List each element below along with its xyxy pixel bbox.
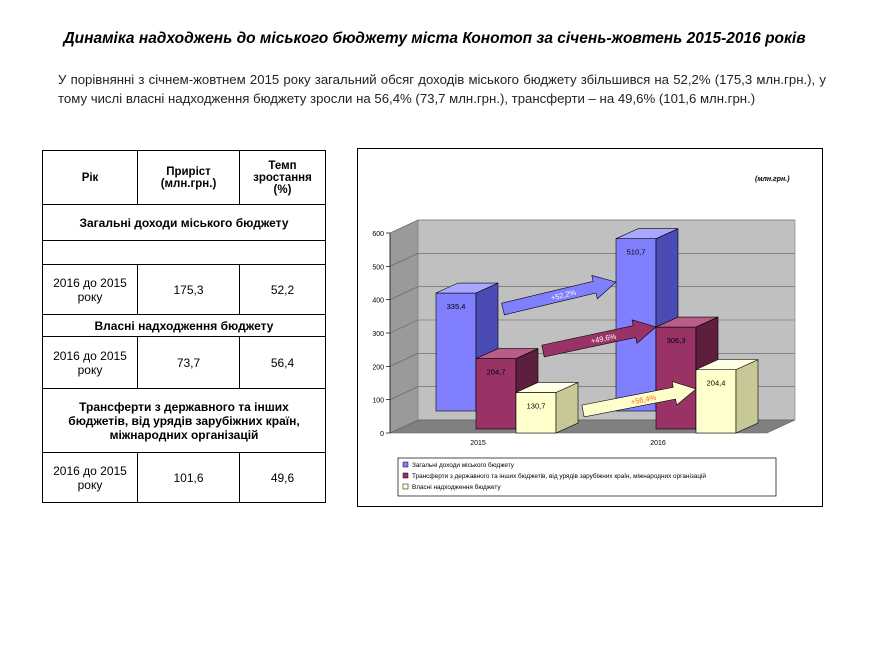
section-title-total: Загальні доходи міського бюджету <box>43 205 326 241</box>
cell-year: 2016 до 2015 року <box>43 337 138 389</box>
table-header-row <box>43 151 326 205</box>
bar-front-2-0 <box>516 392 556 433</box>
section-title-row <box>43 205 326 241</box>
legend-swatch <box>403 473 408 478</box>
growth-arrow-label: +56,4% <box>630 392 657 407</box>
growth-arrow-label: +52,2% <box>549 287 578 303</box>
cell-growth: 73,7 <box>138 337 240 389</box>
cell-year: 2016 до 2015 року <box>43 265 138 315</box>
y-tick-label: 400 <box>372 297 384 305</box>
legend-label: Власні надходження бюджету <box>412 484 501 491</box>
table-row <box>43 453 326 503</box>
y-tick-label: 100 <box>372 397 384 405</box>
section-title-row <box>43 389 326 453</box>
table-row <box>43 337 326 389</box>
empty-row <box>43 241 326 265</box>
bar-value-label: 204,7 <box>486 367 506 377</box>
x-tick-label: 2015 <box>470 440 486 447</box>
cell-year: 2016 до 2015 року <box>43 453 138 503</box>
y-tick-label: 200 <box>372 364 384 372</box>
empty-cell <box>43 241 326 265</box>
y-tick-label: 300 <box>372 331 384 338</box>
bar-value-label: 130,7 <box>526 401 546 411</box>
section-title-row <box>43 315 326 337</box>
bar-side-2-1 <box>736 360 758 433</box>
cell-growth: 101,6 <box>138 453 240 503</box>
legend-swatch <box>403 484 408 489</box>
legend-label: Загальні доходи міського бюджету <box>412 462 514 469</box>
bar-value-label: 204,4 <box>706 378 726 388</box>
growth-table <box>42 150 326 503</box>
bar-value-label: 510,7 <box>626 247 646 257</box>
bar-value-label: 335,4 <box>446 302 466 312</box>
intro-paragraph: У порівнянні з січнем-жовтнем 2015 року загальний обсяг доходів міського бюджету збільшився на 52,2% (175,3 млн.грн.), у тому числі власні надходження бюджету зросли на 56,4% (73,7 млн.грн.), трансферти – на 49,6% (101,6 млн.грн.) <box>58 72 826 106</box>
cell-rate: 49,6 <box>240 453 326 503</box>
page-title: Динаміка надходжень до міського бюджету міста Конотоп за січень-жовтень 2015-2016 років <box>63 30 806 47</box>
revenue-chart <box>357 148 823 507</box>
x-tick-label: 2016 <box>650 440 666 447</box>
y-tick-label: 0 <box>380 431 384 438</box>
cell-growth: 175,3 <box>138 265 240 315</box>
legend-swatch <box>403 462 408 467</box>
chart-unit-label: (млн.грн.) <box>755 176 790 183</box>
header-year: Рік <box>43 151 138 205</box>
table-row <box>43 265 326 315</box>
header-growth: Приріст (млн.грн.) <box>138 151 240 205</box>
section-title-transfers: Трансферти з державного та інших бюджетів, від урядів зарубіжних країн, міжнародних організацій <box>43 389 326 453</box>
bar-value-label: 306,3 <box>666 336 686 346</box>
legend-label: Трансферти з державного та інших бюджетів, від урядів зарубіжних країн, міжнародних організацій <box>412 473 706 480</box>
y-tick-label: 600 <box>372 231 384 238</box>
growth-arrow-label: +49,6% <box>590 331 617 346</box>
header-rate: Темп зростання (%) <box>240 151 326 205</box>
cell-rate: 56,4 <box>240 337 326 389</box>
chart-canvas <box>358 149 822 506</box>
section-title-own: Власні надходження бюджету <box>43 315 326 337</box>
y-tick-label: 500 <box>372 264 384 272</box>
cell-rate: 52,2 <box>240 265 326 315</box>
